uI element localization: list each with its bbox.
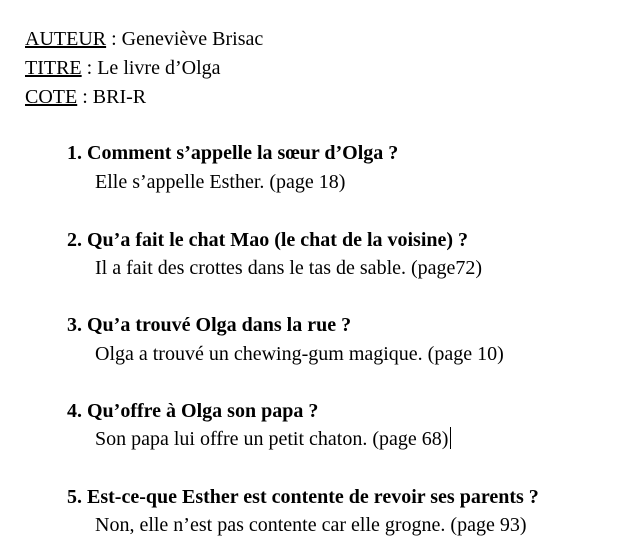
- question-4: 4. Qu’offre à Olga son papa ?: [67, 400, 319, 422]
- cote-line: [25, 84, 146, 110]
- answer-3: Olga a trouvé un chewing-gum magique. (page 10): [95, 343, 504, 365]
- title-separator: :: [81, 57, 98, 79]
- text-cursor: [450, 427, 451, 449]
- question-3: 3. Qu’a trouvé Olga dans la rue ?: [67, 314, 352, 336]
- author-line: [25, 26, 263, 52]
- answer-1: Elle s’appelle Esther. (page 18): [95, 171, 346, 193]
- author-separator: :: [106, 28, 122, 50]
- question-1: 1. Comment s’appelle la sœur d’Olga ?: [67, 142, 399, 164]
- title-value: Le livre d’Olga: [97, 57, 221, 79]
- cote-separator: :: [77, 86, 93, 108]
- title-label: TITRE: [25, 57, 82, 79]
- answer-4-line[interactable]: [95, 426, 451, 452]
- answer-4: Son papa lui offre un petit chaton. (page 68): [95, 428, 449, 450]
- author-label: AUTEUR: [25, 28, 107, 50]
- author-value: Geneviève Brisac: [121, 28, 264, 50]
- cote-value: BRI-R: [92, 86, 147, 108]
- answer-5: Non, elle n’est pas contente car elle grogne. (page 93): [95, 514, 527, 536]
- question-5: 5. Est-ce-que Esther est contente de revoir ses parents ?: [67, 486, 539, 508]
- question-2: 2. Qu’a fait le chat Mao (le chat de la voisine) ?: [67, 229, 469, 251]
- answer-2: Il a fait des crottes dans le tas de sable. (page72): [95, 257, 483, 279]
- title-line: [25, 55, 221, 81]
- cote-label: COTE: [25, 86, 78, 108]
